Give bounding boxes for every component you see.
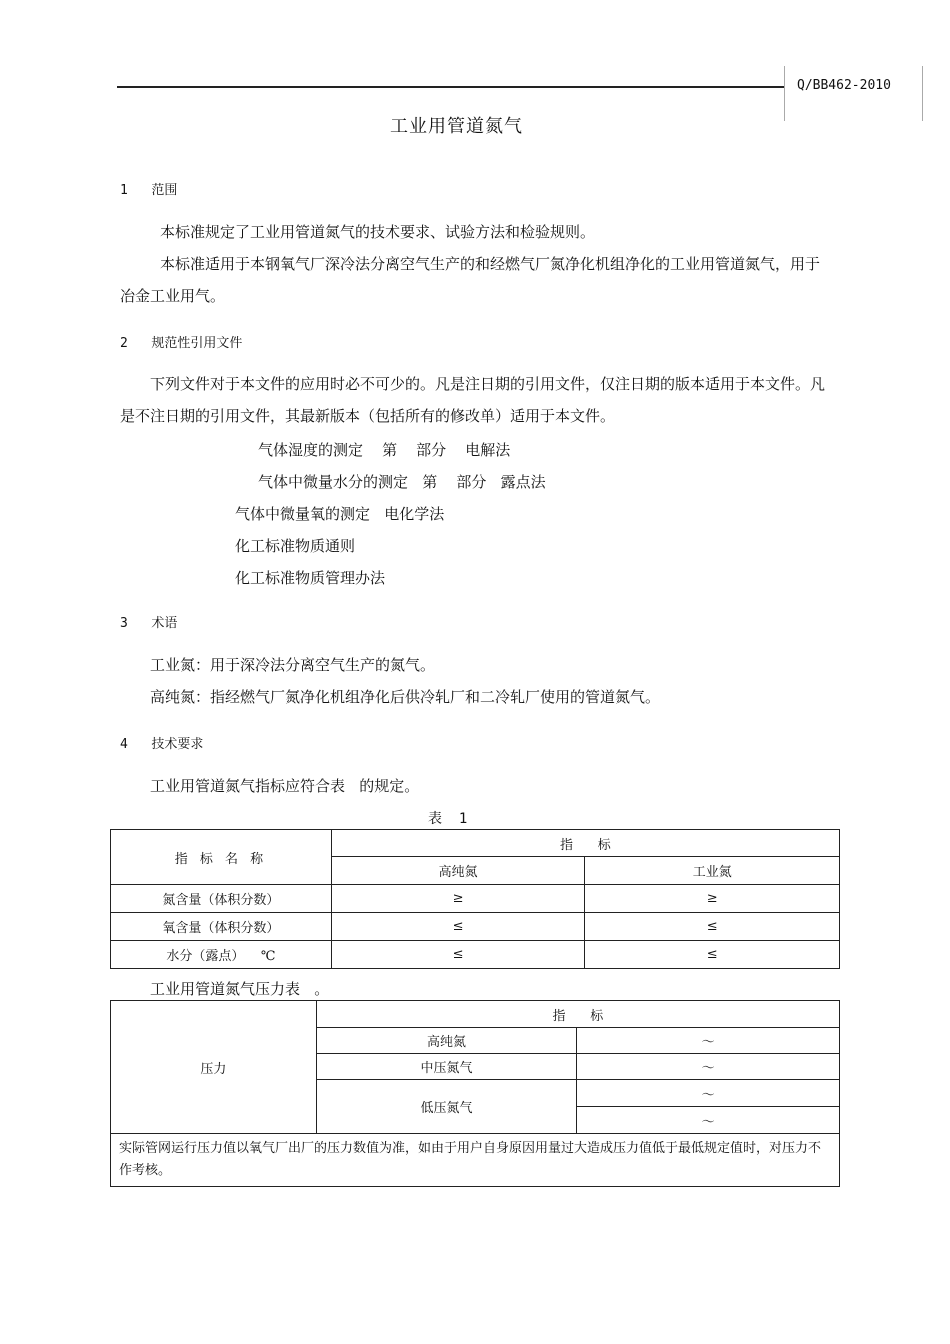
s1-paragraph-1: 本标准规定了工业用管道氮气的技术要求、试验方法和检验规则。 bbox=[160, 223, 596, 241]
s3-definition-1: 工业氮：用于深冷法分离空气生产的氮气。 bbox=[150, 656, 436, 674]
section-4-heading bbox=[120, 733, 203, 752]
section-3-heading bbox=[120, 612, 177, 631]
section-title: 术语 bbox=[151, 616, 178, 631]
table-1-caption: 表 1 bbox=[428, 811, 468, 827]
medium-pressure-label: 中压氮气 bbox=[316, 1054, 577, 1080]
document-code: Q/BB462-2010 bbox=[797, 78, 891, 93]
pressure-label: 压力 bbox=[111, 1001, 317, 1134]
section-number: 2 bbox=[120, 336, 128, 351]
table-1-name-header: 指 标 名 称 bbox=[111, 830, 332, 885]
right-margin-rule bbox=[922, 66, 923, 121]
section-number: 1 bbox=[120, 183, 128, 198]
row-high-value: ≤ bbox=[331, 941, 585, 969]
section-title: 规范性引用文件 bbox=[151, 336, 243, 351]
row-ind-value: ≤ bbox=[585, 941, 840, 969]
section-2-heading bbox=[120, 332, 242, 351]
table-row bbox=[111, 941, 840, 969]
s2-paragraph-line-2: 是不注日期的引用文件，其最新版本（包括所有的修改单）适用于本文件。 bbox=[120, 407, 616, 425]
s3-definition-2: 高纯氮：指经燃气厂氮净化机组净化后供冷轧厂和二冷轧厂使用的管道氮气。 bbox=[150, 688, 661, 706]
table-1-col-high-purity: 高纯氮 bbox=[331, 857, 585, 885]
medium-pressure-value: ～ bbox=[577, 1054, 840, 1080]
table-2-index-header: 指 标 bbox=[316, 1001, 839, 1028]
high-purity-label: 高纯氮 bbox=[316, 1028, 577, 1054]
section-title: 技术要求 bbox=[151, 737, 204, 752]
section-title: 范围 bbox=[151, 183, 178, 198]
row-name: 水分（露点） ℃ bbox=[111, 941, 332, 969]
s2-paragraph-line-1: 下列文件对于本文件的应用时必不可少的。凡是注日期的引用文件，仅注日期的版本适用于本文件。凡 bbox=[150, 375, 826, 393]
section-number: 3 bbox=[120, 616, 128, 631]
reference-item: 气体湿度的测定 第 部分 电解法 bbox=[258, 441, 511, 459]
header-rule bbox=[117, 86, 785, 88]
row-ind-value: ≥ bbox=[585, 885, 840, 913]
row-name: 氮含量（体积分数） bbox=[111, 885, 332, 913]
high-purity-value: ～ bbox=[577, 1028, 840, 1054]
row-high-value: ≤ bbox=[331, 913, 585, 941]
reference-item: 化工标准物质通则 bbox=[235, 537, 356, 555]
low-pressure-value: ～ bbox=[577, 1107, 840, 1134]
s4-paragraph-2: 工业用管道氮气压力表 。 bbox=[150, 980, 330, 998]
low-pressure-value: ～ bbox=[577, 1080, 840, 1107]
row-ind-value: ≤ bbox=[585, 913, 840, 941]
reference-item: 化工标准物质管理办法 bbox=[235, 569, 386, 587]
s1-paragraph-2-line-1: 本标准适用于本钢氧气厂深冷法分离空气生产的和经燃气厂氮净化机组净化的工业用管道氮气，用于 bbox=[160, 255, 821, 273]
low-pressure-label: 低压氮气 bbox=[316, 1080, 577, 1134]
table-row bbox=[111, 913, 840, 941]
table-1 bbox=[110, 829, 840, 969]
reference-item: 气体中微量氧的测定 电化学法 bbox=[235, 505, 445, 523]
s1-paragraph-2-line-2: 冶金工业用气。 bbox=[120, 287, 226, 305]
s4-paragraph-1: 工业用管道氮气指标应符合表 的规定。 bbox=[150, 777, 420, 795]
row-high-value: ≥ bbox=[331, 885, 585, 913]
table-1-index-header: 指 标 bbox=[331, 830, 839, 857]
table-row bbox=[111, 885, 840, 913]
row-name: 氧含量（体积分数） bbox=[111, 913, 332, 941]
table-2 bbox=[110, 1000, 840, 1187]
table-1-col-industrial: 工业氮 bbox=[585, 857, 840, 885]
table-2-note: 实际管网运行压力值以氧气厂出厂的压力数值为准，如由于用户自身原因用量过大造成压力值低于最低规定值时，对压力不作考核。 bbox=[111, 1134, 840, 1187]
section-1-heading bbox=[120, 179, 177, 198]
header-vertical-rule bbox=[784, 66, 785, 121]
section-number: 4 bbox=[120, 737, 128, 752]
reference-item: 气体中微量水分的测定 第 部分 露点法 bbox=[258, 473, 546, 491]
document-title: 工业用管道氮气 bbox=[390, 116, 523, 137]
